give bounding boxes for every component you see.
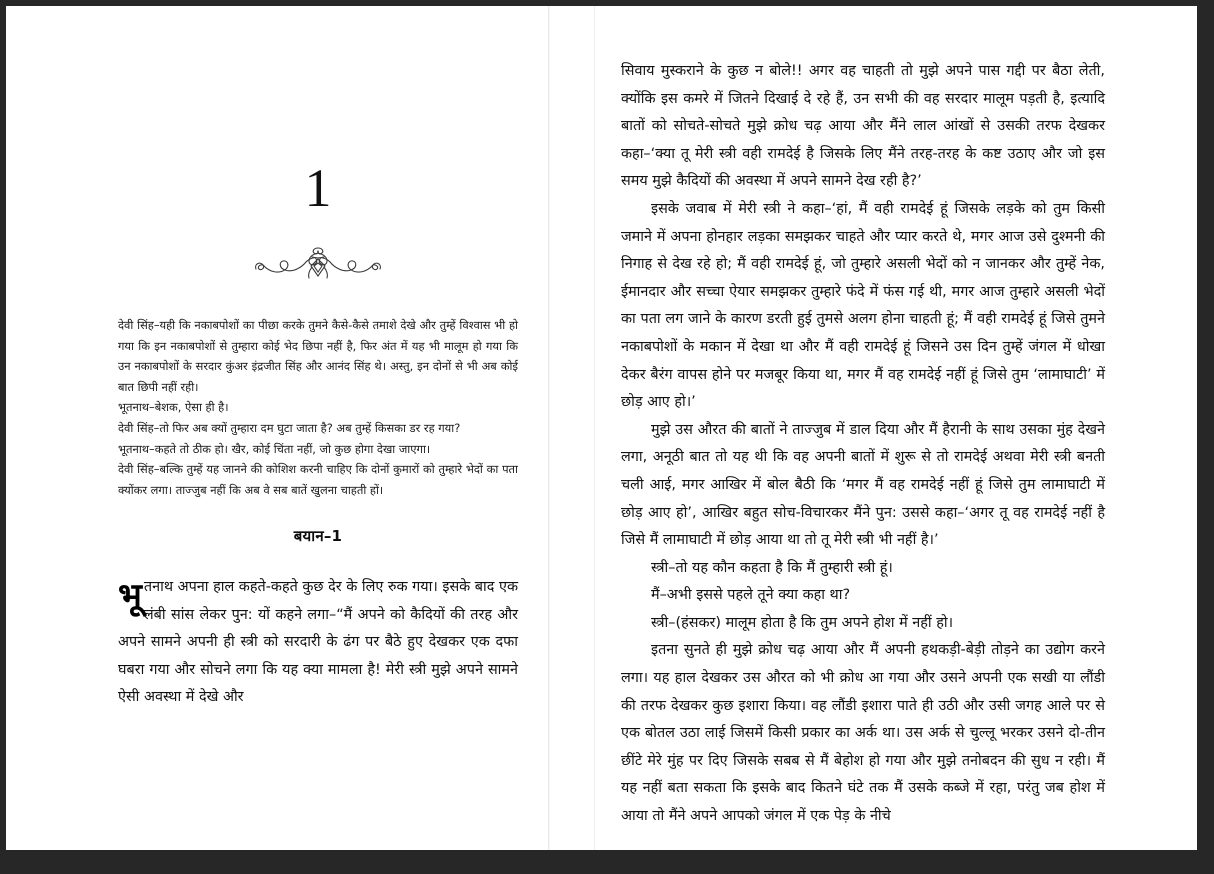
dialogue-line: भूतनाथ–कहते तो ठीक हो। खैर, कोई चिंता नहीं, जो कुछ होगा देखा जाएगा। — [118, 441, 431, 456]
body-paragraph: सिवाय मुस्कराने के कुछ न बोले!! अगर वह चाहती तो मुझे अपने पास गद्दी पर बैठा लेती, क्योंकि इस कमरे में जितने दिखाई दे रहे हैं, उन सभी की वह सरदार मालूम पड़ती है, इत्यादि बातों को सोचते-सोचते मुझे क्रोध चढ़ आया और मैंने लाल आंखों से उसकी तरफ देखकर कहा–‘क्या तू मेरी स्त्री वही रामदेई है जिसके लिए मैंने तरह-तरह के कष्ट उठाए और जो इस समय मुझे कैदियों की अवस्था में अपने सामने देख रही है?’ — [621, 63, 1105, 190]
body-paragraph: इतना सुनते ही मुझे क्रोध चढ़ आया और मैं अपनी हथकड़ी-बेड़ी तोड़ने का उद्योग करने लगा। यह हाल देखकर उस औरत को भी क्रोध आ गया और उसने अपनी एक सखी या लौंडी की तरफ देखकर कुछ इशारा किया। वह लौंडी इशारा पाते ही उठी और उसी जगह आले पर से एक बोतल उठा लाई जिसमें किसी प्रकार का अर्क था। उस अर्क से चुल्लू भरकर उसने दो-तीन छींटे मेरे मुंह पर दिए जिसके सबब से मैं बेहोश हो गया और मुझे तनोबदन की सुध न रही। मैं यह नहीं बता सकता कि इसके बाद कितने घंटे तक मैं उसके कब्जे में रहा, परंतु जब होश में आया तो मैंने अपने आपको जंगल में एक पेड़ के नीचे — [621, 642, 1105, 825]
section-heading: बयान–1 — [293, 527, 343, 546]
body-paragraph: मुझे उस औरत की बातों ने ताज्जुब में डाल दिया और मैं हैरानी के साथ उसका मुंह देखने लगा, अनूठी बात तो यह थी कि वह अपनी बातों में शुरू से तो रामदेई अथवा मेरी स्त्री बनती चली आई, मगर आखिर में बोल बैठी कि ‘मगर मैं वह रामदेई नहीं हूं जिसे तुम लामाघाटी में छोड़ आए हो’, आखिर बहुत सोच-विचारकर मैंने पुन: उससे कहा–‘अगर तू वह रामदेई नहीं है जिसे मैं लामाघाटी में छोड़ आया था तो तू मेरी स्त्री भी नहीं है।’ — [621, 421, 1105, 549]
body-paragraph: इसके जवाब में मेरी स्त्री ने कहा–‘हां, मैं वही रामदेई हूं जिसके लड़के को तुम किसी जमाने में अपना होनहार लड़का समझकर चाहते और प्यार करते थे, मगर आज उसे दुश्मनी की निगाह से देख रहे हो; मैं वही रामदेई हूं, जो तुम्हारे असली भेदों को न जानकर और तुम्हें नेक, ईमानदार और सच्चा ऐयार समझकर तुम्हारे फंदे में फंस गई थी, मगर आज तुम्हारे असली भेदों का पता लग जाने के कारण डरती हुई तुमसे अलग होना चाहती हूं; मैं वही रामदेई हूं जिसे तुमने नकाबपोशों के मकान में देखा था और मैं वही रामदेई हूं जिसने उस दिन तुम्हें जंगल में धोखा देकर बैरंग वापस होने पर मजबूर किया था, मगर मैं वह रामदेई नहीं हूं जिसे तुम ‘लामाघाटी’ में छोड़ आए हो।’ — [621, 200, 1105, 411]
dropcap-paragraph — [118, 574, 518, 712]
dialogue-line: देवी सिंह–बल्कि तुम्हें यह जानने की कोशिश करनी चाहिए कि दोनों कुमारों को तुम्हारे भेदों का पता क्योंकर लगा। ताज्जुब नहीं कि अब वे सब बातें खुलना चाहती हों। — [118, 462, 518, 497]
body-paragraph: स्त्री–(हंसकर) मालूम होता है कि तुम अपने होश में नहीं हो। — [651, 614, 954, 631]
dialogue-line: भूतनाथ–बेशक, ऐसा ही है। — [118, 400, 229, 415]
body-paragraph: मैं–अभी इससे पहले तूने क्या कहा था? — [651, 587, 851, 604]
page-left — [6, 6, 549, 850]
dialogue-line: देवी सिंह–तो फिर अब क्यों तुम्हारा दम घुटा जाता है? अब तुम्हें किसका डर रह गया? — [118, 420, 461, 435]
dialogue-line: देवी सिंह–यही कि नकाबपोशों का पीछा करके तुमने कैसे-कैसे तमाशे देखे और तुम्हें विश्वास भी हो गया कि इन नकाबपोशों से तुम्हारा कोई भेद छिपा नहीं है, फिर अंत में यह भी मालूम हो गया कि उन नकाबपोशों के सरदार कुंअर इंद्रजीत सिंह और आनंद सिंह थे। अस्तु, इन दोनों से भी अब कोई बात छिपी नहीं रही। — [118, 318, 518, 394]
left-page-content — [118, 6, 518, 712]
chapter-number: 1 — [304, 158, 332, 218]
body-paragraph: स्त्री–तो यह कौन कहता है कि मैं तुम्हारी स्त्री हूं। — [651, 559, 893, 576]
drop-cap: भू — [118, 576, 142, 617]
dialogue-block — [118, 315, 518, 500]
book-spread — [6, 6, 1197, 850]
page-right — [594, 6, 1187, 850]
right-page-content — [621, 58, 1105, 831]
flourish-ornament-icon — [118, 243, 518, 283]
dropcap-paragraph-text: तनाथ अपना हाल कहते-कहते कुछ देर के लिए रुक गया। इसके बाद एक लंबी सांस लेकर पुन: यों कहने लगा–“मैं अपने को कैदियों की तरह और अपने सामने अपनी ही स्त्री को सरदारी के ढंग पर बैठे हुए देखकर एक दफा घबरा गया और सोचने लगा कि यह क्या मामला है! मेरी स्त्री मुझे अपने सामने ऐसी अवस्था में देखे और — [118, 579, 518, 706]
